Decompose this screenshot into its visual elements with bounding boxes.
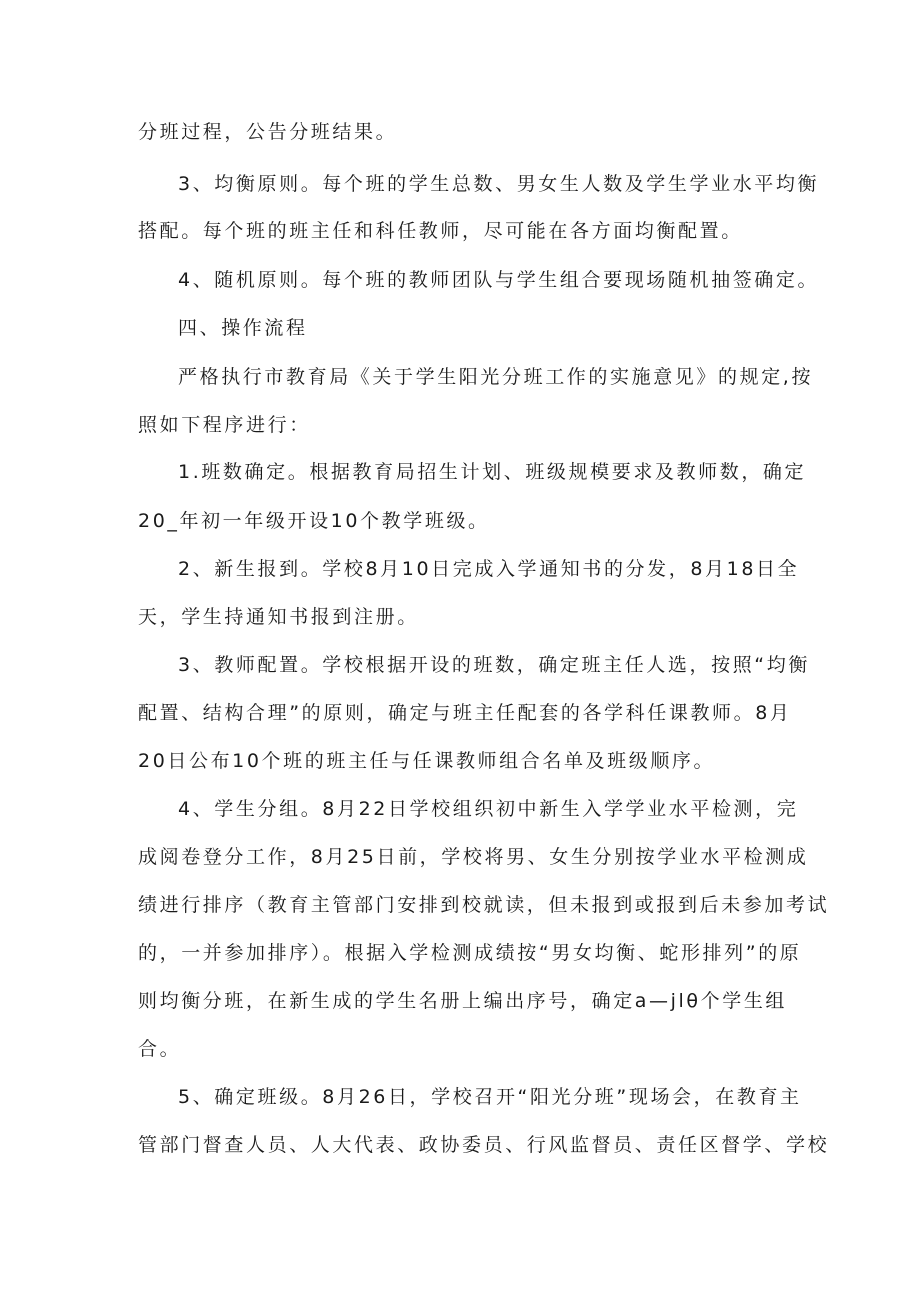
- text-line: 1.班数确定。根据教育局招生计划、班级规模要求及教师数，确定: [178, 461, 807, 483]
- text-line: 成阅卷登分工作，8月25日前，学校将男、女生分别按学业水平检测成: [138, 846, 809, 868]
- text-line: 照如下程序进行：: [138, 414, 311, 436]
- text-line: 合。: [138, 1038, 182, 1060]
- text-line: 搭配。每个班的班主任和科任教师，尽可能在各方面均衡配置。: [138, 220, 743, 242]
- text-line: 分班过程，公告分班结果。: [138, 121, 398, 143]
- text-line: 绩进行排序（教育主管部门安排到校就读，但未报到或报到后未参加考试: [138, 894, 830, 916]
- section-heading: 四、操作流程: [178, 317, 308, 339]
- text-line: 4、随机原则。每个班的教师团队与学生组合要现场随机抽签确定。: [178, 269, 820, 291]
- text-line: 20_年初一年级开设10个教学班级。: [138, 510, 490, 532]
- text-line: 严格执行市教育局《关于学生阳光分班工作的实施意见》的规定,按: [178, 366, 814, 388]
- text-line: 的，一并参加排序）。根据入学检测成绩按“男女均衡、蛇形排列”的原: [138, 942, 802, 964]
- text-line: 20日公布10个班的班主任与任课教师组合名单及班级顺序。: [138, 750, 716, 772]
- text-line: 3、教师配置。学校根据开设的班数，确定班主任人选，按照“均衡: [178, 654, 810, 676]
- text-line: 管部门督查人员、人大代表、政协委员、行风监督员、责任区督学、学校: [138, 1134, 830, 1156]
- text-line: 5、确定班级。8月26日，学校召开“阳光分班”现场会，在教育主: [178, 1086, 802, 1108]
- text-line: 天，学生持通知书报到注册。: [138, 606, 419, 628]
- text-line: 3、均衡原则。每个班的学生总数、男女生人数及学生学业水平均衡: [178, 173, 820, 195]
- text-line: 配置、结构合理”的原则，确定与班主任配套的各学科任课教师。8月: [138, 702, 792, 724]
- text-line: 2、新生报到。学校8月10日完成入学通知书的分发，8月18日全: [178, 558, 800, 580]
- text-line: 4、学生分组。8月22日学校组织初中新生入学学业水平检测，完: [178, 798, 799, 820]
- text-line: 则均衡分班，在新生成的学生名册上编出序号，确定a—jlθ个学生组: [138, 990, 788, 1012]
